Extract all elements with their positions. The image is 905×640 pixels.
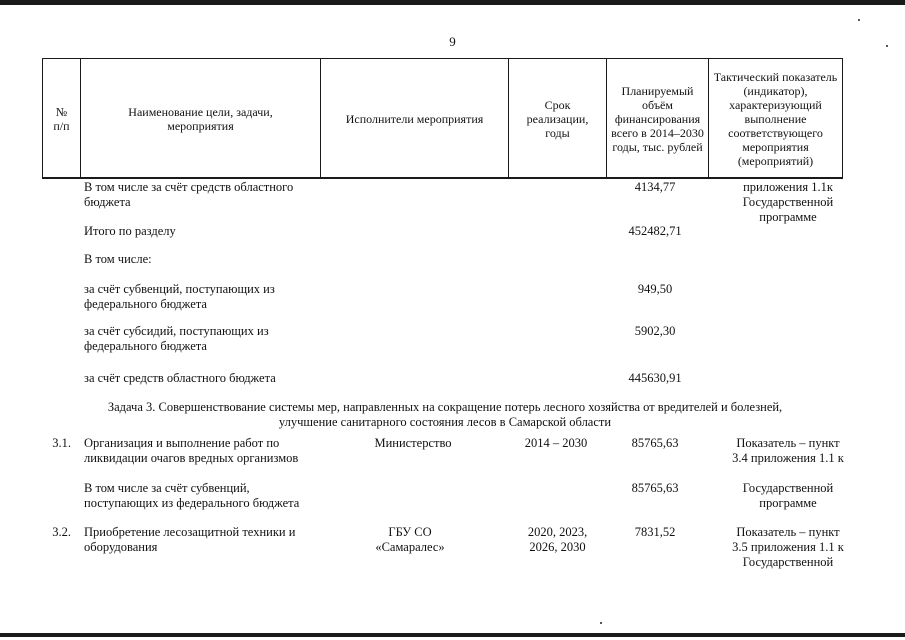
row-financing: 85765,63 [631,436,679,450]
row-financing: 4134,77 [634,180,676,194]
row-indicator: Показатель – пункт 3.5 приложения 1.1 к Государственной [732,525,844,569]
scan-edge-top [0,0,905,5]
page-number: 9 [449,34,456,49]
row-term: 2014 – 2030 [524,436,588,450]
header-name: Наименование цели, задачи, мероприятия [81,59,321,179]
row-indicator: приложения 1.1к Государственной программе [742,180,834,224]
row-name: Организация и выполнение работ по ликвидации очагов вредных организмов [84,436,299,465]
header-bottom-rule [42,177,842,179]
row-name: за счёт субвенций, поступающих из федерального бюджета [84,282,275,311]
row-financing: 7831,52 [634,525,676,539]
header-indicator: Тактический показатель (индикатор), характеризующий выполнение соответствующего мероприятия (мероприятий) [709,59,843,179]
row-name: Итого по разделу [84,224,176,238]
header-financing: Планируемый объём финансирования всего в 2014–2030 годы, тыс. рублей [607,59,709,179]
row-financing: 445630,91 [628,371,682,385]
header-executors: Исполнители мероприятия [321,59,509,179]
header-term: Срок реализации, годы [509,59,607,179]
header-num: № п/п [43,59,81,179]
task-heading: Задача 3. Совершенствование системы мер, направленных на сокращение потерь лесного хозяйства от вредителей и болезней, улучшение санитарного состояния лесов в Самарской области [107,400,783,429]
row-indicator: Показатель – пункт 3.4 приложения 1.1 к [732,436,844,465]
row-name: за счёт средств областного бюджета [84,371,276,385]
row-indicator: Государственной программе [742,481,834,510]
scan-edge-bottom [0,633,905,637]
table-header [42,58,843,179]
scan-speck [600,622,602,624]
row-financing: 5902,30 [634,324,676,338]
row-financing: 949,50 [637,282,673,296]
row-number: 3.1. [52,436,71,450]
row-name: за счёт субсидий, поступающих из федерального бюджета [84,324,269,353]
row-financing: 85765,63 [631,481,679,495]
row-executors: Министерство [374,436,452,450]
row-name: Приобретение лесозащитной техники и оборудования [84,525,296,554]
row-name: В том числе за счёт субвенций, поступающих из федерального бюджета [84,481,300,510]
scan-speck [858,19,860,21]
row-executors: ГБУ СО «Самаралес» [375,525,445,554]
row-name: В том числе: [84,252,152,266]
row-financing: 452482,71 [628,224,682,238]
row-term: 2020, 2023, 2026, 2030 [527,525,588,554]
row-number: 3.2. [52,525,71,539]
row-name: В том числе за счёт средств областного бюджета [84,180,294,209]
